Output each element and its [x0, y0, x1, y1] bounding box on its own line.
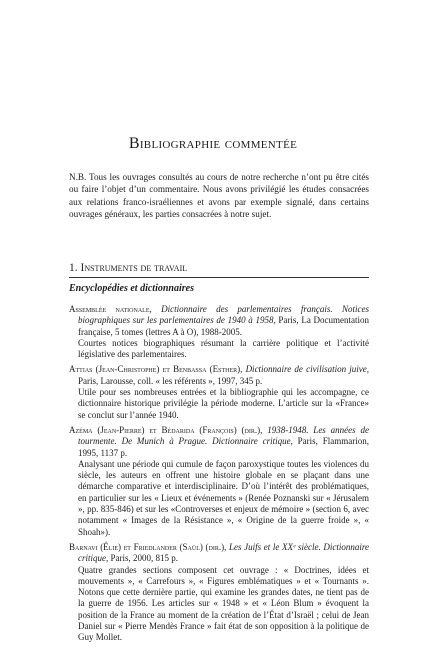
bibliography-list [69, 304, 369, 648]
bibliography-entry [69, 304, 369, 360]
entry-author: Assemblée nationale, [69, 304, 152, 314]
entry-comment: Utile pour ses nombreuses entrées et la bibliographie qui les accompagne, ce dictionnaire historique privilégie la période moderne. L’article sur la «France» se conclut sur l’année 1940. [78, 387, 369, 420]
entry-publication: Paris, 2000, 815 p. [110, 553, 178, 564]
section-heading: 1. Instruments de travail [69, 262, 188, 274]
entry-publication: Paris, Flammarion, 1995, 1137 p. [78, 436, 369, 458]
entry-title: Dictionnaire de civilisation juive, [245, 364, 370, 375]
entry-title: Les Juifs et le XXᵉ siècle. Dictionnaire critique, [78, 541, 369, 564]
bibliography-entry [69, 364, 369, 420]
bibliography-entry [69, 425, 369, 538]
entry-publication: Paris, La Documentation française, 5 tomes (lettres A à O), 1988-2005. [78, 315, 370, 337]
entry-author: Attias (Jean-Christophe) et Benbassa (Esther), [69, 364, 243, 375]
entry-author: Barnavi (Élie) et Friedlander (Saül) (dir.), [69, 541, 227, 552]
section-rule [69, 277, 369, 278]
nb-paragraph: N.B. Tous les ouvrages consultés au cours de notre recherche n’ont pu être cités ou faire l’objet d’un commentaire. Nous avons privilégié les études consacrées aux relations franco-israéliennes et avons par exemple signalé, dans certains ouvrages généraux, les parties consacrées à notre sujet. [69, 172, 369, 220]
bibliography-entry [69, 542, 369, 644]
entry-comment: Quatre grandes sections composent cet ouvrage : « Doctrines, idées et mouvements », « Carrefours », « Figures emblématiques » et « Tournants ». Notons que cette dernière partie, qui examine les grandes dates, ne tient pas de la guerre de 1956. Les articles sur « 1948 » et « Léon Blum » évoquent la position de la France au moment de la création de l’État d’Israël ; celui de Jean Daniel sur « Pierre Mendès France » fait état de son opposition à la politique de Guy Mollet. [78, 564, 369, 643]
entry-publication: Paris, Larousse, coll. « les référents », 1997, 345 p. [78, 375, 263, 386]
entry-comment: Courtes notices biographiques résumant la carrière politique et l’activité législative des parlementaires. [78, 337, 369, 360]
entry-title: Dictionnaire des parlementaires français. Notices biographiques sur les parlementaires de 1940 à 1958, [78, 304, 369, 326]
entry-title: 1938-1948. Les années de tourmente. De Munich à Prague. Dictionnaire critique, [78, 424, 369, 447]
subsection-heading: Encyclopédies et dictionnaires [69, 283, 194, 294]
entry-comment: Analysant une période qui cumule de façon paroxystique toutes les violences du siècle, les auteurs en offrent une histoire globale en se plaçant dans une démarche comparative et interdisciplinaire. D’où l’intérêt des problématiques, en particulier sur les « Lieux et événements » (Renée Poznanski sur « Jérusalem », pp. 835-846) et sur les «Controverses et enjeux de mémoire » (section 6, avec notamment « Images de la Résistance », « Origine de la guerre froide », « Shoah»). [78, 458, 369, 537]
page-title: Bibliographie commentée [128, 135, 298, 152]
entry-author: Azéma (Jean-Pierre) et Bédarida (François) (dir.), [69, 424, 263, 435]
